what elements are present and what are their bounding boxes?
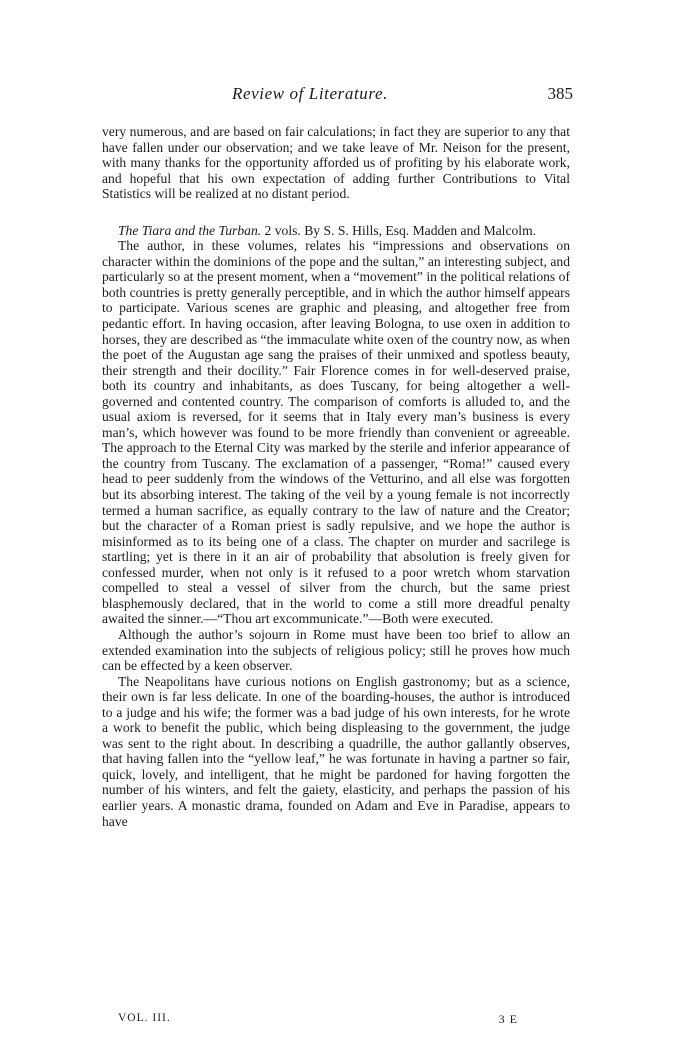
page-footer <box>118 1012 518 1030</box>
article-body <box>102 124 570 829</box>
book-title: The Tiara and the Turban. <box>118 222 262 238</box>
review-heading <box>102 223 570 239</box>
volume-label: VOL. III. <box>118 1012 171 1024</box>
review-paragraph-2: Although the author’s sojourn in Rome must have been too brief to allow an extended examination into the subjects of religious policy; still he proves how much can be effected by a keen observer. <box>102 626 570 674</box>
running-header <box>0 84 673 112</box>
review-paragraph-3: The Neapolitans have curious notions on English gastronomy; but as a science, their own is far less delicate. In one of the boarding-houses, the author is introduced to a judge and his wife; the former was a bad judge of his own interests, for he wrote a work to benefit the public, which being displeasing to the government, the judge was sent to the right about. In describing a quadrille, the author gallantly observes, that having fallen into the “yellow leaf,” he was fortunate in having a partner so fair, quick, lovely, and intelligent, that he might be pardoned for having forgotten the number of his winters, and felt the gaiety, elasticity, and perhaps the passion of his earlier years. A monastic drama, founded on Adam and Eve in Paradise, appears to have <box>102 673 570 829</box>
book-details: 2 vols. By S. S. Hills, Esq. Madden and Malcolm. <box>264 222 537 238</box>
signature-mark: 3 E <box>498 1012 518 1026</box>
running-title: Review of Literature. <box>232 84 388 103</box>
page-number: 385 <box>547 84 573 103</box>
opening-paragraph: very numerous, and are based on fair calculations; in fact they are superior to any that have fallen under our observation; and we take leave of Mr. Neison for the present, with many thanks for the opportunity afforded us of profiting by his elaborate work, and hopeful that his own expectation of adding further Contributions to Vital Statistics will be realized at no distant period. <box>102 124 570 202</box>
review-paragraph-1: The author, in these volumes, relates his “impressions and observations on character within the dominions of the pope and the sultan,” an interesting subject, and particularly so at the present moment, when a “movement” in the political relations of both countries is pretty generally perceptible, and in which the author himself appears to participate. Various scenes are graphic and pleasing, and altogether free from pedantic effort. In having occasion, after leaving Bologna, to use oxen in addition to horses, they are described as “the immaculate white oxen of the country now, as when the poet of the Augustan age sang the praises of their unmixed and spotless beauty, their strength and their docility.” Fair Florence comes in for well-deserved praise, both its country and inhabitants, as does Tuscany, for being altogether a well-governed and contented country. The comparison of comforts is alluded to, and the usual axiom is reversed, for it seems that in Italy every man’s business is every man’s, which however was found to be more friendly than convenient or agreeable. The approach to the Eternal City was marked by the sterile and inferior appearance of the country from Tuscany. The exclamation of a passenger, “Roma!” caused every head to peer suddenly from the windows of the Vetturino, and all else was forgotten but its absorbing interest. The taking of the veil by a young female is not incorrectly termed a human sacrifice, as equally contrary to the law of nature and the Creator; but the character of a Roman priest is sadly repulsive, and we hope the author is misinformed as to its being one of a class. The chapter on murder and sacrilege is startling; yet is there in it an air of probability that absolution is freely given for confessed murder, when not only is it refused to a poor wretch whom starvation compelled to steal a vessel of silver from the church, but the same priest blasphemously declared, that in the world to come a still more dreadful penalty awaited the sinner.—“Thou art excommunicate.”—Both were executed. <box>102 238 570 627</box>
